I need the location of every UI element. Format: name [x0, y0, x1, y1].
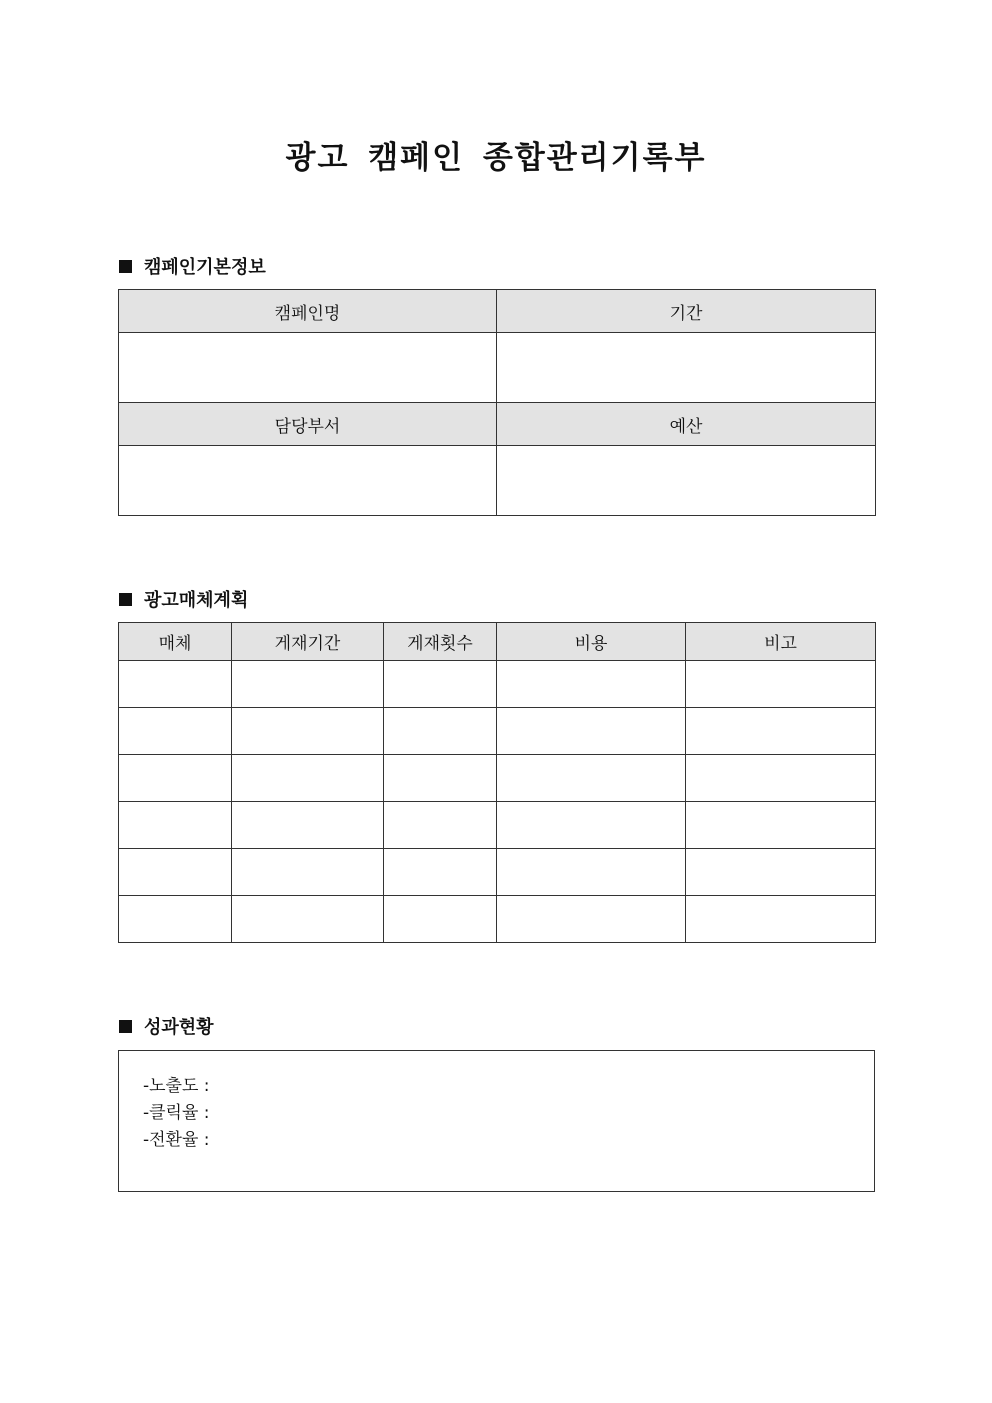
- table-cell[interactable]: [119, 755, 232, 802]
- table-cell[interactable]: [497, 849, 686, 896]
- header-run-count: 게재횟수: [384, 623, 497, 661]
- header-media: 매체: [119, 623, 232, 661]
- section-heading-label: 성과현황: [144, 1017, 214, 1038]
- header-remarks: 비고: [686, 623, 876, 661]
- section-heading-performance: [119, 1013, 214, 1039]
- table-cell[interactable]: [497, 802, 686, 849]
- table-row: [119, 661, 876, 708]
- table-cell[interactable]: [686, 755, 876, 802]
- table-row: [119, 708, 876, 755]
- table-cell[interactable]: [686, 708, 876, 755]
- table-cell[interactable]: [232, 896, 384, 943]
- table-cell[interactable]: [232, 802, 384, 849]
- budget-field[interactable]: [497, 446, 876, 516]
- square-bullet-icon: [119, 260, 132, 273]
- table-cell[interactable]: [119, 896, 232, 943]
- table-cell[interactable]: [119, 802, 232, 849]
- table-cell[interactable]: [497, 708, 686, 755]
- table-cell[interactable]: [384, 755, 497, 802]
- performance-box[interactable]: [118, 1050, 875, 1192]
- table-cell[interactable]: [384, 849, 497, 896]
- section-heading-label: 캠페인기본정보: [144, 257, 266, 278]
- table-cell[interactable]: [497, 755, 686, 802]
- media-plan-table: [118, 622, 876, 943]
- table-cell[interactable]: [119, 661, 232, 708]
- table-cell[interactable]: [384, 896, 497, 943]
- header-budget: 예산: [497, 403, 876, 446]
- header-department: 담당부서: [119, 403, 497, 446]
- table-cell[interactable]: [119, 849, 232, 896]
- table-row: [119, 849, 876, 896]
- table-cell[interactable]: [497, 896, 686, 943]
- table-cell[interactable]: [232, 755, 384, 802]
- table-cell[interactable]: [119, 708, 232, 755]
- basic-info-table: [118, 289, 876, 516]
- table-row: [119, 755, 876, 802]
- header-campaign-name: 캠페인명: [119, 290, 497, 333]
- header-run-period: 게재기간: [232, 623, 384, 661]
- click-rate-label: -클릭율 :: [143, 1103, 210, 1123]
- conversion-rate-label: -전환율 :: [143, 1130, 210, 1150]
- square-bullet-icon: [119, 593, 132, 606]
- table-cell[interactable]: [232, 708, 384, 755]
- campaign-name-field[interactable]: [119, 333, 497, 403]
- department-field[interactable]: [119, 446, 497, 516]
- section-heading-label: 광고매체계획: [144, 590, 249, 611]
- table-row: [119, 802, 876, 849]
- table-cell[interactable]: [686, 849, 876, 896]
- table-cell[interactable]: [686, 802, 876, 849]
- table-cell[interactable]: [384, 802, 497, 849]
- table-cell[interactable]: [232, 849, 384, 896]
- table-cell[interactable]: [384, 661, 497, 708]
- section-heading-basic-info: [119, 253, 266, 279]
- square-bullet-icon: [119, 1020, 132, 1033]
- header-cost: 비용: [497, 623, 686, 661]
- header-period: 기간: [497, 290, 876, 333]
- period-field[interactable]: [497, 333, 876, 403]
- table-cell[interactable]: [232, 661, 384, 708]
- impressions-label: -노출도 :: [143, 1076, 210, 1096]
- section-heading-media-plan: [119, 586, 248, 612]
- document-title: 광고 캠페인 종합관리기록부: [285, 140, 707, 176]
- table-cell[interactable]: [497, 661, 686, 708]
- table-cell[interactable]: [686, 896, 876, 943]
- table-cell[interactable]: [384, 708, 497, 755]
- table-row: [119, 896, 876, 943]
- table-cell[interactable]: [686, 661, 876, 708]
